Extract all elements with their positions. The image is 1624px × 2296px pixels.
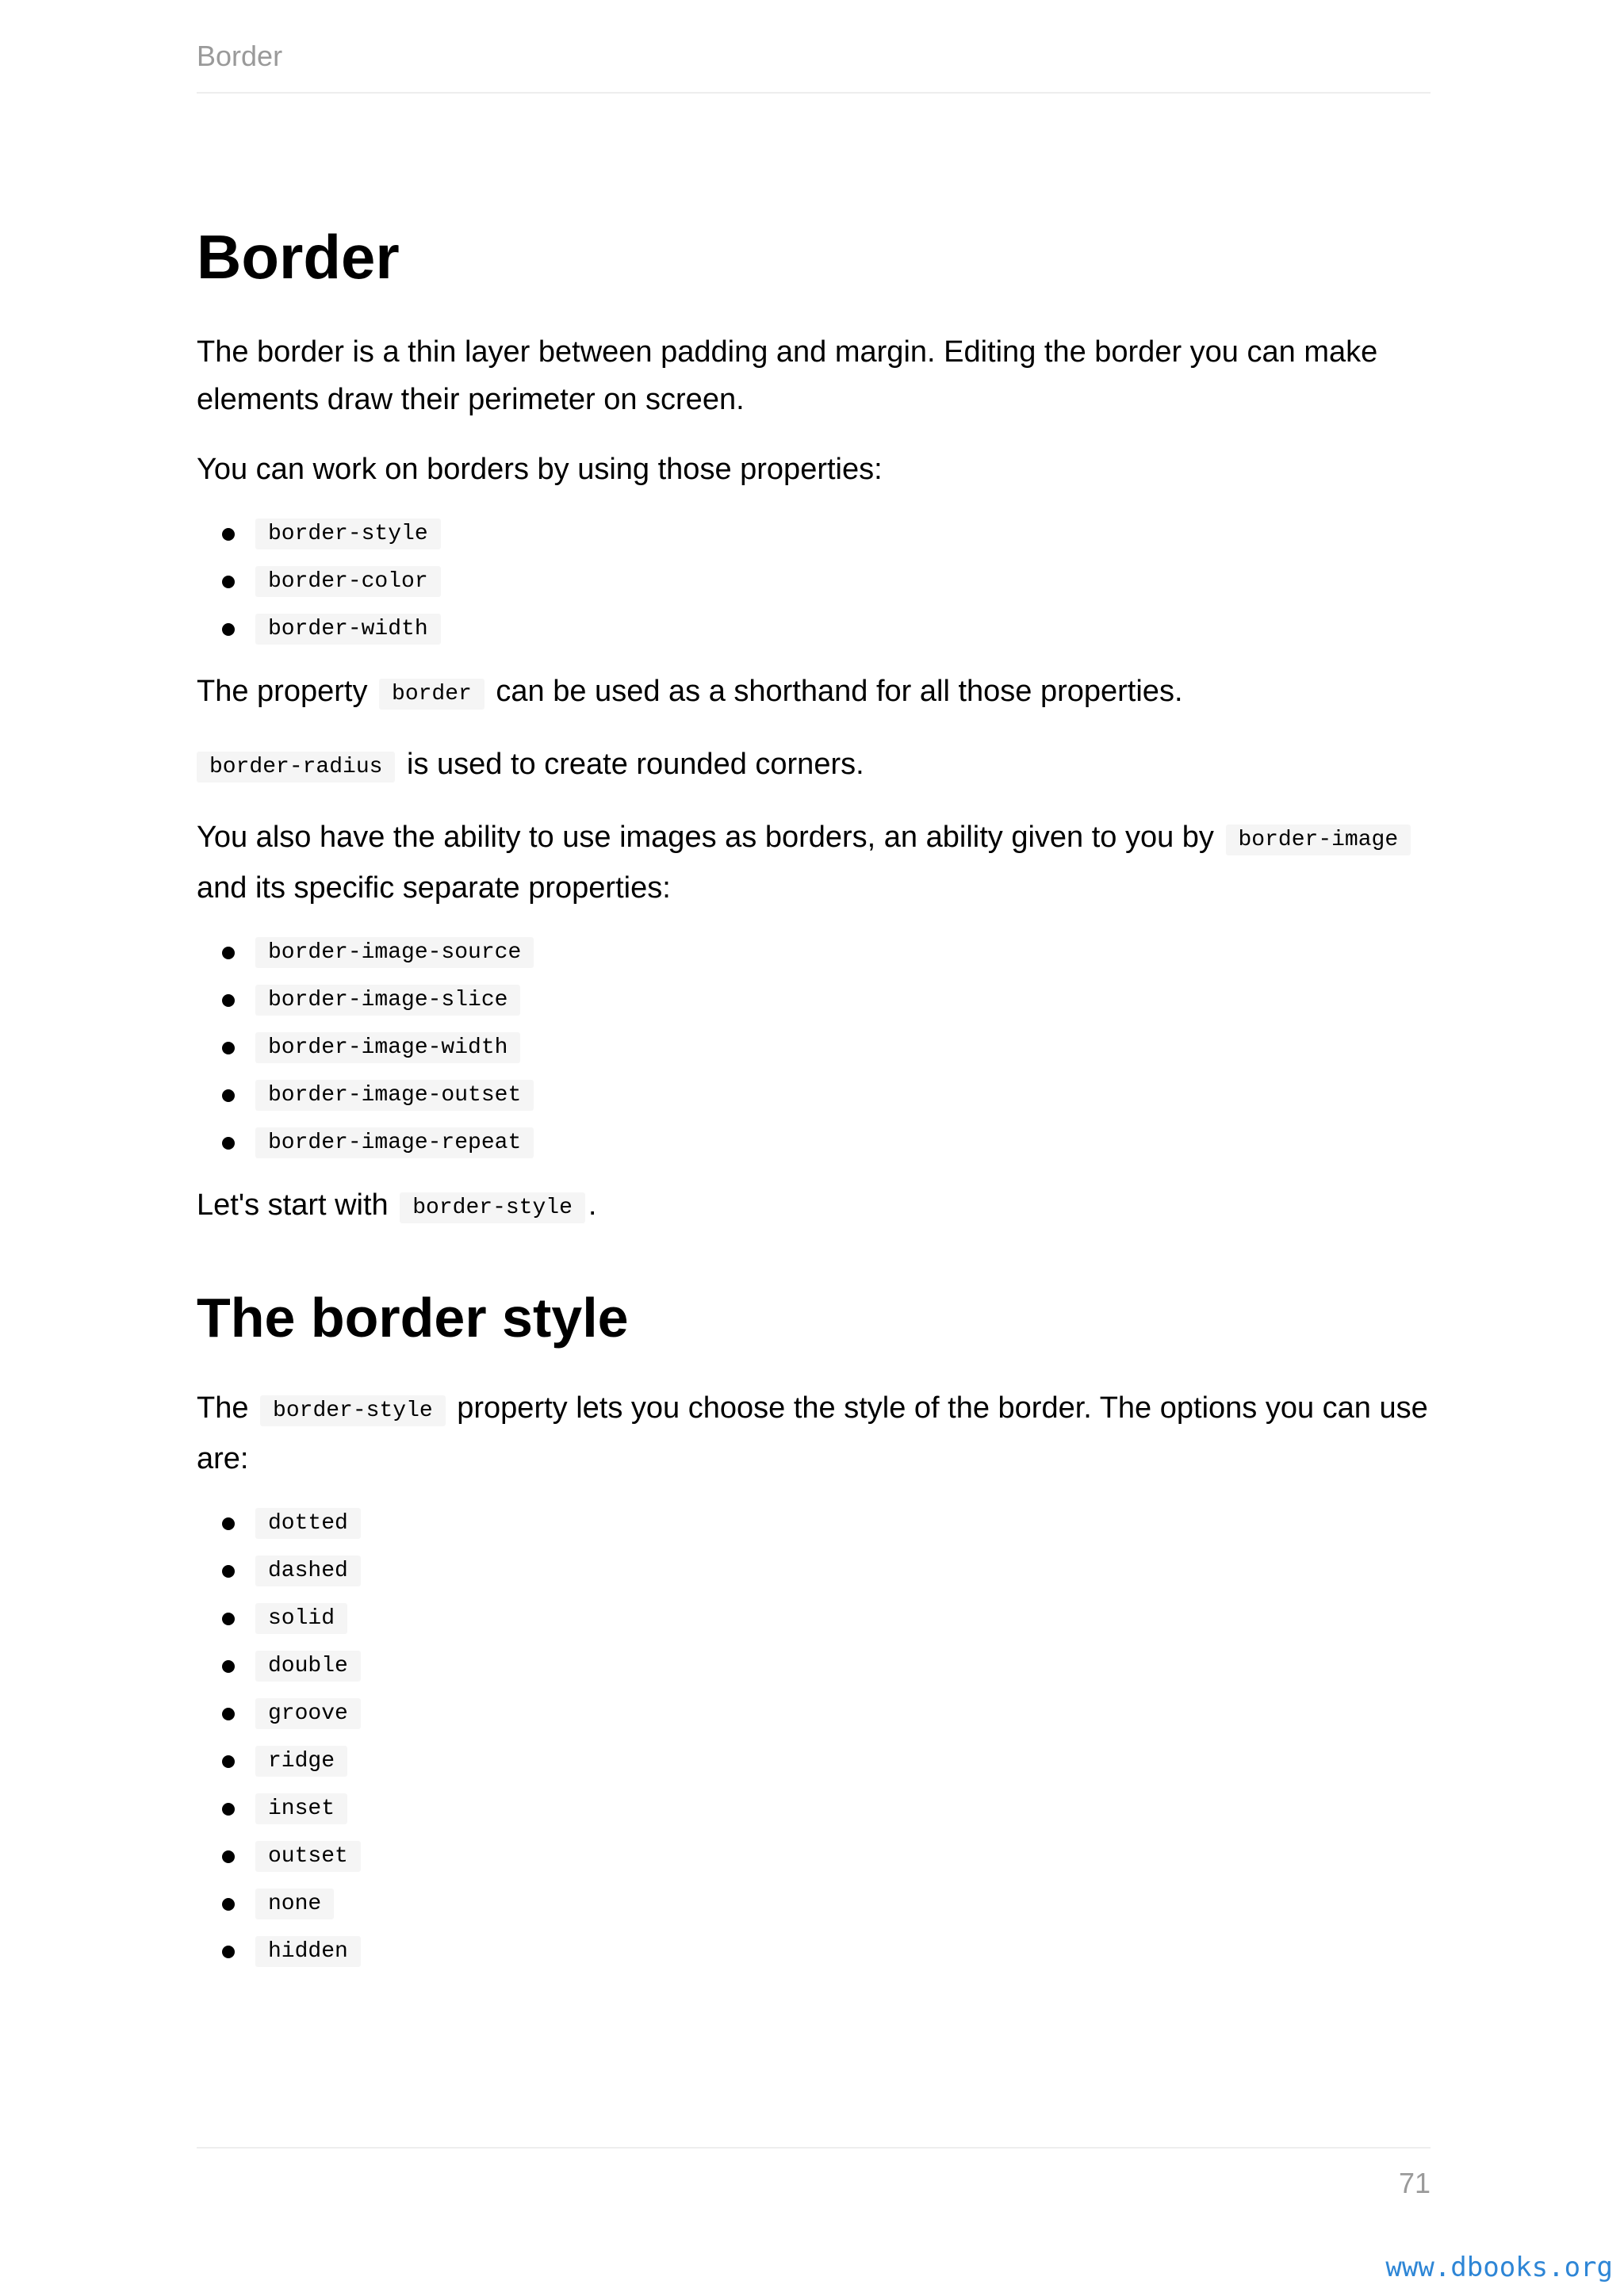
border-image-text-before: You also have the ability to use images as borders, an ability given to you by	[197, 820, 1214, 854]
code-border-style-option: border-style	[260, 1395, 446, 1426]
code-border-image: border-image	[1226, 825, 1411, 855]
list-item	[197, 1643, 1431, 1690]
radius-paragraph	[197, 740, 1431, 791]
code-border-style-start: border-style	[400, 1192, 585, 1223]
list-item	[197, 511, 1431, 558]
list-item	[197, 1072, 1431, 1119]
start-text-after: .	[588, 1188, 597, 1222]
page-content	[197, 222, 1431, 1976]
running-header: Border	[197, 40, 283, 72]
code-border-width: border-width	[255, 614, 441, 645]
properties-intro: You can work on borders by using those properties:	[197, 452, 883, 486]
list-item	[197, 1024, 1431, 1072]
start-paragraph	[197, 1181, 1431, 1232]
list-item	[197, 558, 1431, 606]
shorthand-paragraph	[197, 668, 1431, 718]
code-border-style: border-style	[255, 519, 441, 549]
code-border-image-repeat: border-image-repeat	[255, 1127, 534, 1158]
list-item	[197, 1548, 1431, 1595]
page-title: Border	[197, 222, 400, 292]
list-item	[197, 1738, 1431, 1785]
watermark-link[interactable]: www.dbooks.org	[1385, 2252, 1613, 2283]
intro-paragraph: The border is a thin layer between padding and margin. Editing the border you can make elements draw their perimeter on screen.	[197, 335, 1378, 416]
border-style-options-list	[197, 1500, 1431, 1976]
code-double: double	[255, 1651, 361, 1682]
code-border-image-source: border-image-source	[255, 937, 534, 968]
border-style-text-before: The	[197, 1391, 249, 1425]
border-image-properties-list	[197, 929, 1431, 1167]
code-outset: outset	[255, 1841, 361, 1872]
code-inset: inset	[255, 1793, 347, 1824]
list-item	[197, 1785, 1431, 1833]
section-title-border-style: The border style	[197, 1286, 629, 1349]
code-border-image-width: border-image-width	[255, 1032, 520, 1063]
border-properties-list	[197, 511, 1431, 653]
list-item	[197, 929, 1431, 977]
code-dashed: dashed	[255, 1556, 361, 1586]
page-number: 71	[1398, 2167, 1431, 2199]
footer-divider	[197, 2147, 1431, 2149]
code-solid: solid	[255, 1603, 347, 1634]
shorthand-text-before: The property	[197, 674, 368, 708]
code-none: none	[255, 1888, 334, 1919]
list-item	[197, 1119, 1431, 1167]
border-style-paragraph	[197, 1384, 1431, 1483]
code-groove: groove	[255, 1698, 361, 1729]
list-item	[197, 1833, 1431, 1881]
list-item	[197, 1881, 1431, 1928]
start-text-before: Let's start with	[197, 1188, 389, 1222]
list-item	[197, 1690, 1431, 1738]
border-style-text-after: property lets you choose the style of the border. The options you can use are:	[197, 1391, 1428, 1476]
list-item	[197, 606, 1431, 653]
code-border-image-slice: border-image-slice	[255, 985, 520, 1016]
code-hidden: hidden	[255, 1936, 361, 1967]
code-border-color: border-color	[255, 566, 441, 597]
list-item	[197, 1595, 1431, 1643]
code-border-radius: border-radius	[197, 752, 395, 783]
list-item	[197, 977, 1431, 1024]
header-divider	[197, 92, 1431, 94]
border-image-text-after: and its specific separate properties:	[197, 871, 671, 905]
list-item	[197, 1928, 1431, 1976]
code-border: border	[379, 679, 485, 710]
shorthand-text-after: can be used as a shorthand for all those properties.	[496, 674, 1183, 708]
code-border-image-outset: border-image-outset	[255, 1080, 534, 1111]
list-item	[197, 1500, 1431, 1548]
code-ridge: ridge	[255, 1746, 347, 1777]
radius-text: is used to create rounded corners.	[407, 747, 864, 781]
border-image-paragraph	[197, 813, 1431, 912]
code-dotted: dotted	[255, 1508, 361, 1539]
